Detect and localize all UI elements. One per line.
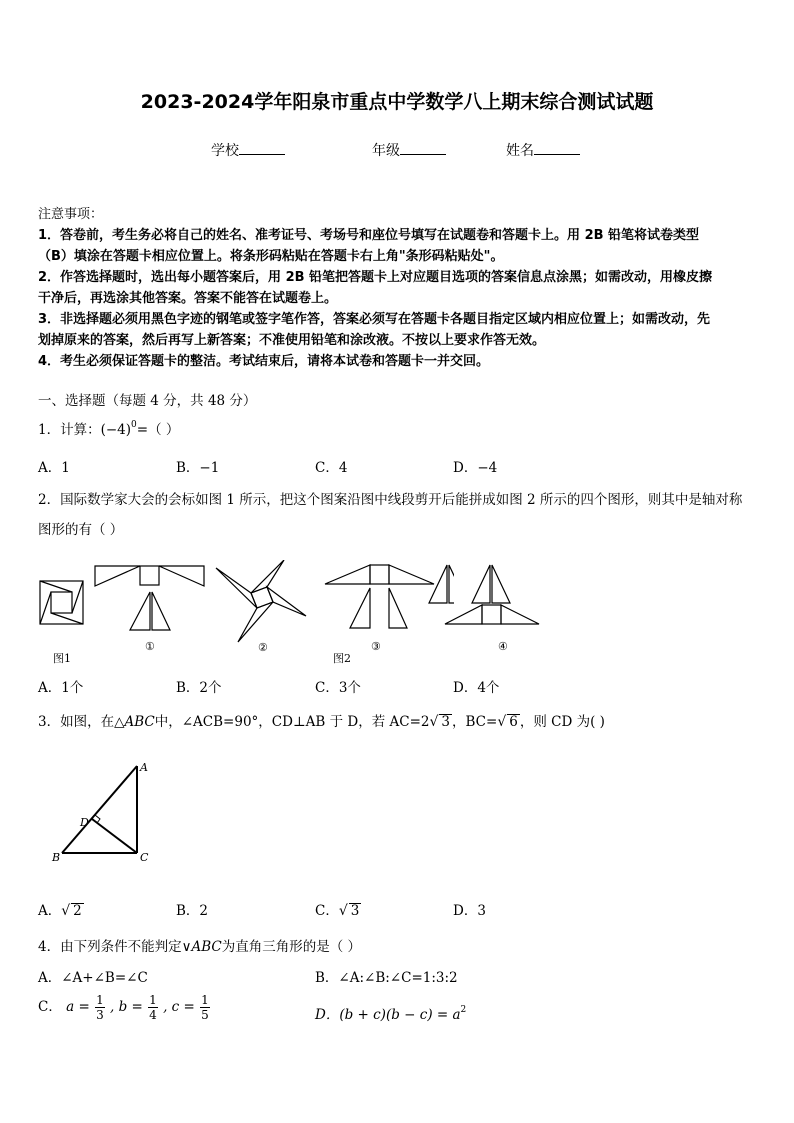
- figure-option-2: [216, 560, 306, 642]
- q1-option-a[interactable]: A．1: [38, 460, 70, 476]
- figure-1-square: [40, 581, 83, 624]
- vertex-a-label: A: [140, 761, 148, 774]
- fraction-one-fourth: [148, 993, 158, 1022]
- figure-number-3: ③: [371, 640, 381, 653]
- q4-option-c-a: a =: [66, 999, 90, 1015]
- q1-exponent: 0: [131, 420, 137, 430]
- school-blank[interactable]: [239, 141, 285, 155]
- figure-number-1: ①: [145, 640, 155, 653]
- q3-part1: 3．如图，在: [38, 714, 115, 730]
- q3-part4: ，则 CD 为( ): [519, 714, 605, 730]
- figure-1-label: 图1: [53, 652, 71, 665]
- denominator: 4: [149, 1008, 157, 1022]
- q2-figures: [34, 560, 454, 665]
- q3-part3: ，BC=: [452, 714, 498, 730]
- name-blank[interactable]: [534, 141, 580, 155]
- q3-part2: 中，∠ACB=90°，CD⊥AB 于 D，若 AC=2: [154, 714, 430, 730]
- q4-option-c[interactable]: [38, 993, 211, 1022]
- q1-option-b[interactable]: B．−1: [176, 460, 220, 476]
- q2-option-a[interactable]: A．1个: [38, 680, 84, 696]
- q4-option-d[interactable]: [315, 1003, 466, 1023]
- q4-option-a[interactable]: A．∠A+∠B=∠C: [38, 970, 148, 986]
- q4-option-d-text: D．(b + c)(b − c) = a: [315, 1007, 461, 1023]
- radical-sign: √: [61, 903, 71, 919]
- numerator: 1: [149, 993, 157, 1007]
- page-title: 2023-2024学年阳泉市重点中学数学八上期末综合测试试题: [140, 91, 654, 113]
- q4-triangle: ∨ABC: [181, 939, 222, 955]
- notice-line: 1．答卷前，考生务必将自己的姓名、准考证号、考场号和座位号填写在试题卷和答题卡上。用 2B 铅笔将试卷类型: [38, 228, 700, 243]
- q1-suffix: =（ ）: [136, 422, 180, 438]
- figure-option-1: [95, 566, 204, 630]
- name-field[interactable]: [506, 140, 580, 160]
- q4-option-c-c: , c =: [163, 999, 195, 1015]
- figure-number-2: ②: [258, 641, 268, 654]
- q3-option-c[interactable]: [315, 899, 361, 919]
- notice-line: （B）填涂在答题卡相应位置上。将条形码粘贴在答题卡右上角"条形码粘贴处"。: [38, 249, 504, 264]
- radical-sign: √: [338, 903, 348, 919]
- q3-option-a-radicand: 2: [73, 903, 82, 919]
- denominator: 3: [96, 1008, 104, 1022]
- question-2-line2: 图形的有（ ）: [38, 522, 124, 538]
- grade-field[interactable]: [372, 140, 446, 160]
- grade-blank[interactable]: [400, 141, 446, 155]
- q4-option-c-b: , b =: [110, 999, 143, 1015]
- q4-stem: 4．由下列条件不能判定: [38, 939, 182, 955]
- notice-line: 3．非选择题必须用黑色字迹的钢笔或签字笔作答，答案必须写在答题卡各题目指定区域内相应位置上；如需改动，先: [38, 312, 711, 327]
- figure-2-label: 图2: [333, 652, 351, 665]
- q3-ac-radicand: 3: [441, 714, 450, 730]
- name-label: 姓名: [506, 143, 534, 159]
- q3-option-a-prefix: A．: [38, 903, 62, 919]
- q3-option-c-prefix: C．: [315, 903, 339, 919]
- numerator: 1: [201, 993, 209, 1007]
- q3-option-c-radicand: 3: [350, 903, 360, 919]
- q4-option-b[interactable]: B．∠A:∠B:∠C=1:3:2: [315, 970, 458, 986]
- radical-sign: √: [429, 714, 439, 730]
- figure-number-4: ④: [498, 640, 508, 653]
- q3-option-a[interactable]: [38, 899, 84, 919]
- section-heading: 一、选择题（每题 4 分，共 48 分）: [38, 393, 257, 409]
- fraction-one-fifth: [200, 993, 210, 1022]
- q1-base: (−4): [100, 422, 132, 438]
- q4-option-d-exponent: 2: [460, 1005, 467, 1015]
- q3-option-b[interactable]: B．2: [176, 903, 209, 919]
- notice-line: 干净后，再选涂其他答案。答案不能答在试题卷上。: [38, 291, 338, 306]
- notice-line: 2．作答选择题时，选出每小题答案后，用 2B 铅笔把答题卡上对应题目选项的答案信息点涂黑；如需改动，用橡皮擦: [38, 270, 713, 285]
- q3-option-d[interactable]: D．3: [453, 903, 486, 919]
- numerator: 1: [96, 993, 104, 1007]
- fraction-one-third: [95, 993, 105, 1022]
- vertex-b-label: B: [52, 851, 61, 864]
- q2-option-d[interactable]: D．4个: [453, 680, 500, 696]
- q3-triangle-figure: [44, 755, 164, 870]
- q4-option-c-prefix: C．: [38, 999, 62, 1015]
- q1-option-c[interactable]: C．4: [315, 460, 348, 476]
- q1-option-d[interactable]: D．−4: [453, 460, 498, 476]
- denominator: 5: [201, 1008, 209, 1022]
- q1-prefix: 1．计算：: [38, 422, 101, 438]
- q3-bc-radicand: 6: [509, 714, 518, 730]
- q3-triangle: △ABC: [114, 714, 155, 730]
- radical-sign: √: [497, 714, 507, 730]
- notice-heading: 注意事项：: [38, 207, 104, 222]
- vertex-d-label: D: [80, 816, 89, 829]
- school-label: 学校: [211, 143, 239, 159]
- q2-option-c[interactable]: C．3个: [315, 680, 361, 696]
- question-1: [38, 418, 179, 438]
- notice-line: 划掉原来的答案，然后再写上新答案；不准使用铅笔和涂改液。不按以上要求作答无效。: [38, 333, 546, 348]
- question-2-line1: 2．国际数学家大会的会标如图 1 所示，把这个图案沿图中线段剪开后能拼成如图 2 所示的四个图形，则其中是轴对称: [38, 492, 743, 508]
- vertex-c-label: C: [140, 851, 149, 864]
- q4-stem2: 为直角三角形的是（ ）: [221, 939, 362, 955]
- question-4: [38, 935, 361, 955]
- question-3: [38, 710, 605, 730]
- q2-option-b[interactable]: B．2个: [176, 680, 222, 696]
- school-field[interactable]: [211, 140, 285, 160]
- figure-option-3: [325, 565, 434, 628]
- grade-label: 年级: [372, 143, 400, 159]
- notice-line: 4．考生必须保证答题卡的整洁。考试结束后，请将本试卷和答题卡一并交回。: [38, 354, 490, 369]
